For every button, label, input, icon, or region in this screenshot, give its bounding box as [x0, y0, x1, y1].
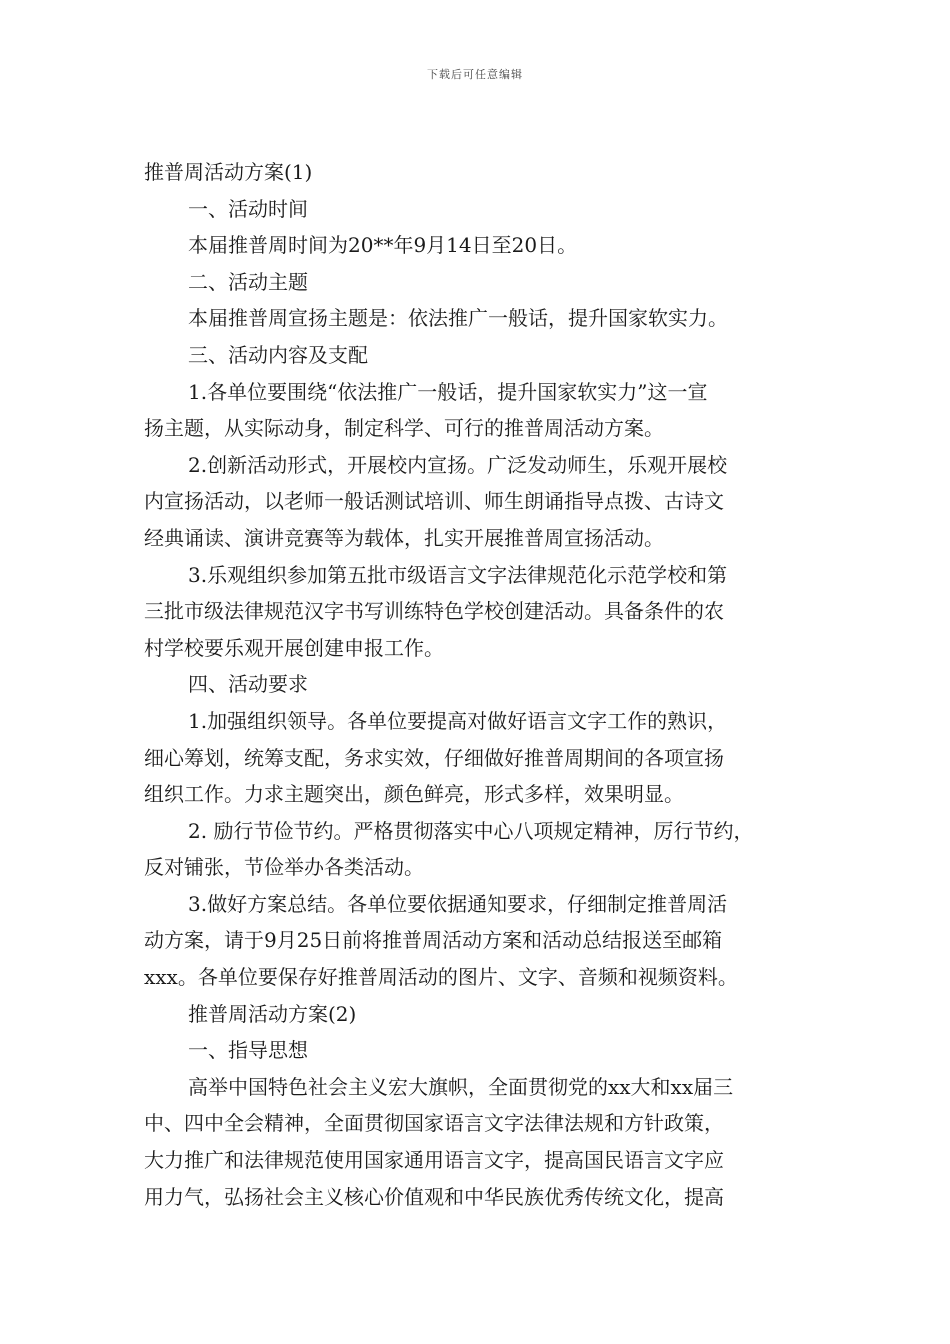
paragraph-line: 经典诵读、演讲竞赛等为载体，扎实开展推普周宣扬活动。: [144, 525, 664, 550]
paragraph-line: 1.各单位要围绕“依法推广一般话，提升国家软实力”这一宣: [188, 379, 708, 404]
paragraph-line: xxx。各单位要保存好推普周活动的图片、文字、音频和视频资料。: [144, 965, 738, 990]
paragraph-line: 2. 励行节俭节约。严格贯彻落实中心八项规定精神，厉行节约，: [188, 818, 754, 843]
paragraph-line: 中、四中全会精神，全面贯彻国家语言文字法律法规和方针政策，: [144, 1111, 724, 1136]
paragraph-line: 内宣扬活动，以老师一般话测试培训、师生朗诵指导点拨、古诗文: [144, 489, 724, 514]
paragraph-line: 动方案，请于9月25日前将推普周活动方案和活动总结报送至邮箱: [144, 928, 723, 953]
paragraph-line: 2.创新活动形式，开展校内宣扬。广泛发动师生，乐观开展校: [188, 452, 728, 477]
paragraph-line: 用力气，弘扬社会主义核心价值观和中华民族优秀传统文化，提高: [144, 1184, 724, 1209]
paragraph-line: 村学校要乐观开展创建申报工作。: [144, 635, 444, 660]
paragraph-line: 细心筹划，统筹支配，务求实效，仔细做好推普周期间的各项宣扬: [144, 745, 724, 770]
paragraph-line: 大力推广和法律规范使用国家通用语言文字，提高国民语言文字应: [144, 1148, 724, 1173]
paragraph-line: 高举中国特色社会主义宏大旗帜，全面贯彻党的xx大和xx届三: [188, 1074, 734, 1099]
paragraph-line: 四、活动要求: [188, 672, 308, 697]
document-body: [144, 154, 810, 1215]
paragraph-line: 扬主题，从实际动身，制定科学、可行的推普周活动方案。: [144, 416, 664, 441]
paragraph-line: 组织工作。力求主题突出，颜色鲜亮，形式多样，效果明显。: [144, 782, 684, 807]
paragraph-line: 一、指导思想: [188, 1038, 308, 1063]
paragraph-line: 一、活动时间: [188, 196, 308, 221]
paragraph-line: 3.做好方案总结。各单位要依据通知要求，仔细制定推普周活: [188, 891, 728, 916]
paragraph-line: 三、活动内容及支配: [188, 342, 368, 367]
paragraph-line: 3.乐观组织参加第五批市级语言文字法律规范化示范学校和第: [188, 562, 728, 587]
paragraph-line: 三批市级法律规范汉字书写训练特色学校创建活动。具备条件的农: [144, 599, 724, 624]
paragraph-line: 1.加强组织领导。各单位要提高对做好语言文字工作的熟识，: [188, 708, 728, 733]
paragraph-line: 本届推普周时间为20**年9月14日至20日。: [188, 233, 578, 258]
page-header-note: 下载后可任意编辑: [427, 68, 523, 81]
paragraph-line: 本届推普周宣扬主题是：依法推广一般话，提升国家软实力。: [188, 306, 728, 331]
paragraph-line: 推普周活动方案(1): [144, 160, 313, 184]
paragraph-line: 推普周活动方案(2): [188, 1001, 357, 1026]
paragraph-line: 反对铺张，节俭举办各类活动。: [144, 855, 424, 880]
paragraph-line: 二、活动主题: [188, 269, 308, 294]
